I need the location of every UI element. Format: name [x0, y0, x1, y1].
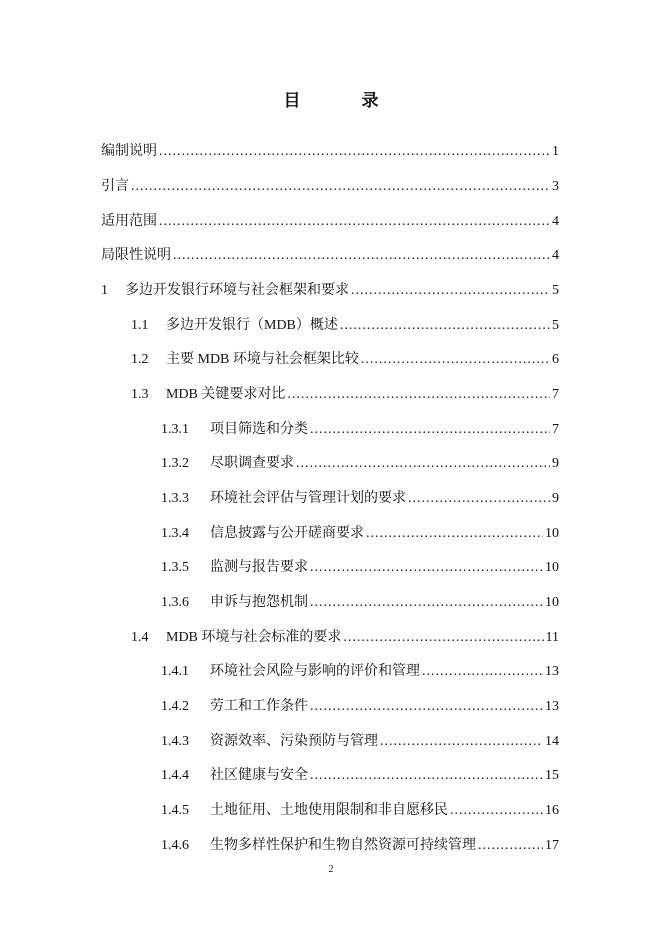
toc-page: 7 [552, 387, 559, 402]
leader-dots [159, 144, 550, 160]
toc-label: 生物多样性保护和生物自然资源可持续管理 [210, 838, 476, 853]
leader-dots [131, 179, 550, 195]
toc-number: 1.4.4 [161, 768, 189, 783]
toc-entry[interactable] [161, 799, 559, 819]
toc-entry[interactable] [161, 452, 559, 472]
leader-dots [159, 214, 550, 230]
toc-page: 6 [552, 352, 559, 367]
leader-dots [310, 699, 543, 715]
toc-number: 1.3.5 [161, 560, 189, 575]
toc-entry[interactable] [131, 348, 559, 368]
leader-dots [287, 387, 550, 403]
toc-number: 1.4.3 [161, 734, 189, 749]
toc-entry[interactable] [161, 522, 559, 542]
toc-number: 1.3.4 [161, 526, 189, 541]
toc-number: 1.4.5 [161, 803, 189, 818]
toc-entry[interactable] [131, 383, 559, 403]
toc-label: 多边开发银行环境与社会框架和要求 [125, 283, 349, 298]
toc-entry[interactable] [161, 418, 559, 438]
leader-dots [408, 491, 550, 507]
toc-number: 1.4.2 [161, 699, 189, 714]
leader-dots [450, 803, 543, 819]
toc-label: 局限性说明 [101, 248, 171, 263]
toc-entry[interactable] [161, 730, 559, 750]
toc-label: 引言 [101, 179, 129, 194]
toc-label: 多边开发银行（MDB）概述 [166, 318, 338, 333]
leader-dots [340, 318, 550, 334]
toc-entry[interactable] [161, 487, 559, 507]
toc-number: 1.3.6 [161, 595, 189, 610]
leader-dots [296, 456, 550, 472]
leader-dots [478, 838, 543, 854]
leader-dots [310, 422, 550, 438]
toc-page: 15 [545, 768, 559, 783]
toc-entry[interactable] [161, 764, 559, 784]
toc-page: 9 [552, 491, 559, 506]
leader-dots [173, 248, 550, 264]
toc-number: 1.4.1 [161, 664, 189, 679]
toc-entry[interactable] [101, 279, 559, 299]
toc-number: 1.3 [131, 387, 149, 402]
toc-label: MDB 环境与社会标准的要求 [166, 630, 342, 645]
toc-entry[interactable] [131, 314, 559, 334]
toc-number: 1.3.2 [161, 456, 189, 471]
leader-dots [310, 595, 543, 611]
toc-number: 1.2 [131, 352, 149, 367]
toc-entry[interactable] [161, 695, 559, 715]
toc-number: 1.4.6 [161, 838, 189, 853]
toc-entry[interactable] [161, 834, 559, 854]
leader-dots [310, 768, 543, 784]
toc-label: MDB 关键要求对比 [166, 387, 286, 402]
leader-dots [366, 526, 543, 542]
toc-label: 尽职调查要求 [210, 456, 294, 471]
toc-page: 9 [552, 456, 559, 471]
leader-dots [343, 630, 543, 646]
toc-page: 11 [545, 630, 559, 645]
toc-page: 10 [545, 526, 559, 541]
toc-entry[interactable] [161, 660, 559, 680]
toc-page: 14 [545, 734, 559, 749]
toc-number: 1.1 [131, 318, 149, 333]
toc-page: 4 [552, 214, 559, 229]
toc-page: 10 [545, 595, 559, 610]
toc-number: 1 [101, 283, 108, 298]
toc-label: 适用范围 [101, 214, 157, 229]
toc-label: 环境社会风险与影响的评价和管理 [210, 664, 420, 679]
toc-label: 劳工和工作条件 [210, 699, 308, 714]
toc-label: 土地征用、土地使用限制和非自愿移民 [210, 803, 448, 818]
toc-page: 10 [545, 560, 559, 575]
toc-page: 3 [552, 179, 559, 194]
toc-page: 7 [552, 422, 559, 437]
toc-label: 社区健康与安全 [210, 768, 308, 783]
toc-page: 13 [545, 664, 559, 679]
toc-page: 1 [552, 144, 559, 159]
toc-title: 目 录 [283, 91, 401, 110]
toc-label: 申诉与抱怨机制 [210, 595, 308, 610]
leader-dots [351, 283, 550, 299]
toc-entry[interactable] [101, 244, 559, 264]
toc-entry[interactable] [101, 140, 559, 160]
toc-page: 16 [545, 803, 559, 818]
toc-entry[interactable] [101, 175, 559, 195]
toc-entry[interactable] [161, 591, 559, 611]
toc-label: 资源效率、污染预防与管理 [210, 734, 378, 749]
toc-label: 监测与报告要求 [210, 560, 308, 575]
toc-entry[interactable] [101, 210, 559, 230]
toc-label: 主要 MDB 环境与社会框架比较 [166, 352, 359, 367]
toc-page: 5 [552, 283, 559, 298]
toc-number: 1.3.3 [161, 491, 189, 506]
leader-dots [361, 352, 550, 368]
toc-page: 4 [552, 248, 559, 263]
leader-dots [422, 664, 543, 680]
toc-label: 环境社会评估与管理计划的要求 [210, 491, 406, 506]
leader-dots [380, 734, 543, 750]
toc-entry[interactable] [131, 626, 559, 646]
toc-number: 1.4 [131, 630, 149, 645]
leader-dots [310, 560, 543, 576]
page-number: 2 [328, 864, 334, 875]
toc-page: 13 [545, 699, 559, 714]
toc-entry[interactable] [161, 556, 559, 576]
toc-label: 项目筛选和分类 [210, 422, 308, 437]
toc-number: 1.3.1 [161, 422, 189, 437]
toc-page: 5 [552, 318, 559, 333]
toc-label: 编制说明 [101, 144, 157, 159]
toc-label: 信息披露与公开磋商要求 [210, 526, 364, 541]
toc-page: 17 [545, 838, 559, 853]
